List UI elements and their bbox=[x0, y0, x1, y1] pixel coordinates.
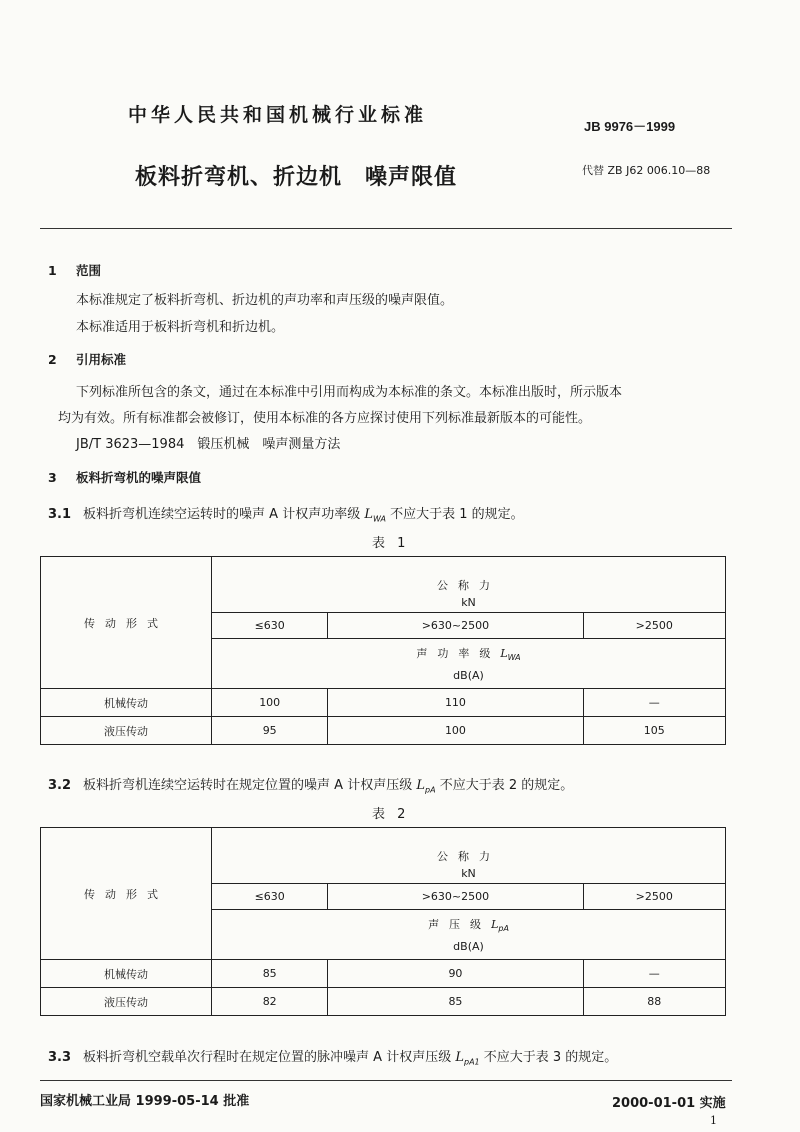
section-number: 1 bbox=[48, 263, 57, 278]
symbol: L bbox=[455, 1050, 464, 1065]
nominal-force-label: 公称力 bbox=[212, 557, 726, 593]
range-col-1: ≤630 bbox=[212, 884, 328, 910]
drive-type: 机械传动 bbox=[41, 689, 212, 717]
clause-text-post: 不应大于表 2 的规定。 bbox=[439, 778, 574, 793]
approval-note: 国家机械工业局 1999-05-14 批准 bbox=[40, 1094, 250, 1109]
clause-number: 3.2 bbox=[48, 778, 72, 793]
drive-type-header: 传动形式 bbox=[41, 557, 212, 689]
clause-3-3 bbox=[48, 1046, 617, 1067]
symbol: L bbox=[364, 507, 373, 522]
org-title: 中华人民共和国机械行业标准 bbox=[128, 104, 428, 126]
metric-label: 声压级 bbox=[428, 918, 492, 932]
header-divider bbox=[40, 228, 732, 229]
symbol-subscript: pA bbox=[424, 785, 436, 795]
effective-date: 2000-01-01 实施 bbox=[612, 1096, 726, 1111]
footer-divider bbox=[40, 1080, 732, 1081]
force-unit: kN bbox=[212, 864, 726, 884]
value-cell: 100 bbox=[328, 717, 583, 745]
range-col-2: >630~2500 bbox=[328, 884, 583, 910]
drive-type: 机械传动 bbox=[41, 960, 212, 988]
clause-number: 3.3 bbox=[48, 1050, 72, 1065]
section-3-heading bbox=[48, 468, 201, 486]
value-cell: 88 bbox=[583, 988, 726, 1016]
metric-header bbox=[212, 639, 726, 689]
clause-text-pre: 板料折弯机空载单次行程时在规定位置的脉冲噪声 A 计权声压级 bbox=[83, 1050, 452, 1065]
force-unit: kN bbox=[212, 593, 726, 613]
table-row bbox=[41, 717, 726, 745]
metric-symbol: L bbox=[500, 647, 508, 661]
table-row bbox=[41, 689, 726, 717]
value-cell: 90 bbox=[328, 960, 583, 988]
metric-subscript: WA bbox=[507, 653, 521, 663]
metric-header bbox=[212, 910, 726, 960]
clause-text-post: 不应大于表 3 的规定。 bbox=[483, 1050, 618, 1065]
standard-number: JB 9976－1999 bbox=[584, 119, 676, 134]
value-cell: — bbox=[583, 960, 726, 988]
section-1-heading bbox=[48, 261, 101, 279]
document-title: 板料折弯机、折边机 噪声限值 bbox=[135, 165, 458, 190]
clause-text-post: 不应大于表 1 的规定。 bbox=[390, 507, 524, 522]
normative-reference: JB/T 3623—1984 锻压机械 噪声测量方法 bbox=[76, 437, 341, 452]
symbol: L bbox=[416, 778, 425, 793]
table-row bbox=[41, 988, 726, 1016]
table-1-caption: 表 1 bbox=[372, 536, 410, 551]
nominal-force-label: 公称力 bbox=[212, 828, 726, 864]
range-col-2: >630~2500 bbox=[328, 613, 583, 639]
page-number: 1 bbox=[710, 1114, 717, 1127]
metric-unit: dB(A) bbox=[453, 939, 484, 953]
metric-label: 声功率级 bbox=[416, 647, 501, 661]
value-cell: 105 bbox=[583, 717, 726, 745]
section-title: 引用标准 bbox=[76, 352, 127, 367]
metric-subscript: pA bbox=[498, 924, 509, 934]
section-title: 板料折弯机的噪声限值 bbox=[76, 470, 202, 485]
section-2-para-line-2: 均为有效。所有标准都会被修订，使用本标准的各方应探讨使用下列标准最新版本的可能性。 bbox=[58, 411, 592, 426]
section-number: 2 bbox=[48, 352, 57, 367]
metric-symbol: L bbox=[491, 918, 499, 932]
drive-type-header: 传动形式 bbox=[41, 828, 212, 960]
table-1 bbox=[40, 556, 726, 745]
value-cell: 85 bbox=[212, 960, 328, 988]
section-number: 3 bbox=[48, 470, 57, 485]
table-2-caption: 表 2 bbox=[372, 807, 410, 822]
value-cell: 82 bbox=[212, 988, 328, 1016]
symbol-subscript: pA1 bbox=[463, 1057, 480, 1067]
clause-text-pre: 板料折弯机连续空运转时的噪声 A 计权声功率级 bbox=[83, 507, 361, 522]
table-2 bbox=[40, 827, 726, 1016]
section-2-heading bbox=[48, 350, 126, 368]
section-1-para-2: 本标准适用于板料折弯机和折边机。 bbox=[76, 320, 285, 335]
drive-type: 液压传动 bbox=[41, 717, 212, 745]
symbol-subscript: WA bbox=[372, 514, 386, 524]
section-1-para-1: 本标准规定了板料折弯机、折边机的声功率和声压级的噪声限值。 bbox=[76, 293, 454, 308]
clause-3-2 bbox=[48, 774, 573, 795]
value-cell: 110 bbox=[328, 689, 583, 717]
value-cell: — bbox=[583, 689, 726, 717]
section-2-para-line-1: 下列标准所包含的条文，通过在本标准中引用而构成为本标准的条文。本标准出版时，所示版本 bbox=[76, 385, 623, 400]
section-title: 范围 bbox=[76, 263, 102, 278]
replaces-standard: 代替 ZB J62 006.10—88 bbox=[582, 164, 711, 177]
range-col-3: >2500 bbox=[583, 613, 726, 639]
value-cell: 85 bbox=[328, 988, 583, 1016]
range-col-3: >2500 bbox=[583, 884, 726, 910]
clause-3-1 bbox=[48, 503, 524, 524]
clause-number: 3.1 bbox=[48, 507, 72, 522]
clause-text-pre: 板料折弯机连续空运转时在规定位置的噪声 A 计权声压级 bbox=[83, 778, 413, 793]
drive-type: 液压传动 bbox=[41, 988, 212, 1016]
value-cell: 100 bbox=[212, 689, 328, 717]
range-col-1: ≤630 bbox=[212, 613, 328, 639]
metric-unit: dB(A) bbox=[453, 668, 484, 682]
value-cell: 95 bbox=[212, 717, 328, 745]
table-row bbox=[41, 960, 726, 988]
